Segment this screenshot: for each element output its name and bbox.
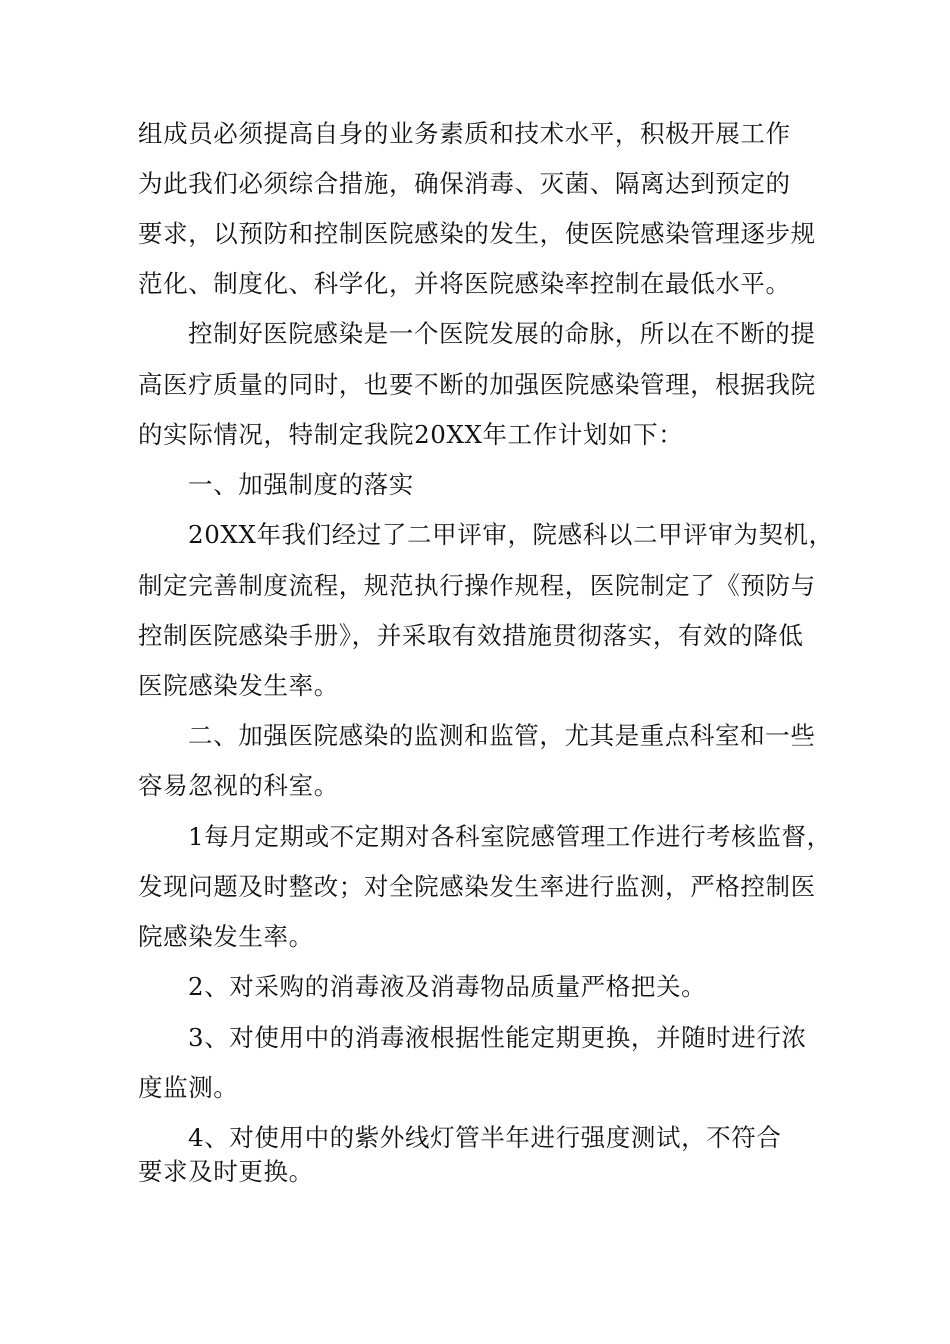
paragraph-start-line: 控制好医院感染是一个医院发展的命脉，所以在不断的提 bbox=[188, 319, 816, 348]
section-heading-2: 二、加强医院感染的监测和监管，尤其是重点科室和一些 bbox=[188, 721, 816, 750]
paragraph-start-line: 20XX年我们经过了二甲评审，院感科以二甲评审为契机， bbox=[188, 520, 834, 549]
list-item-3: 3、对使用中的消毒液根据性能定期更换，并随时进行浓 bbox=[188, 1023, 807, 1052]
text-line: 医院感染发生率。 bbox=[138, 671, 339, 700]
text-line: 组成员必须提高自身的业务素质和技术水平，积极开展工作 bbox=[138, 119, 791, 148]
list-item-4: 4、对使用中的紫外线灯管半年进行强度测试，不符合 bbox=[188, 1123, 782, 1152]
text-line: 制定完善制度流程，规范执行操作规程，医院制定了《预防与 bbox=[138, 571, 816, 600]
text-line: 容易忽视的科室。 bbox=[138, 771, 339, 800]
text-line: 要求，以预防和控制医院感染的发生，使医院感染管理逐步规 bbox=[138, 219, 816, 248]
text-line: 高医疗质量的同时，也要不断的加强医院感染管理，根据我院 bbox=[138, 370, 816, 399]
text-line: 院感染发生率。 bbox=[138, 922, 314, 951]
text-line: 要求及时更换。 bbox=[138, 1157, 314, 1186]
list-item-1: 1每月定期或不定期对各科室院感管理工作进行考核监督， bbox=[188, 822, 832, 851]
list-item-2: 2、对采购的消毒液及消毒物品质量严格把关。 bbox=[188, 972, 707, 1001]
text-line: 控制医院感染手册》，并采取有效措施贯彻落实，有效的降低 bbox=[138, 621, 804, 650]
text-line: 为此我们必须综合措施，确保消毒、灭菌、隔离达到预定的 bbox=[138, 169, 791, 198]
text-line: 范化、制度化、科学化，并将医院感染率控制在最低水平。 bbox=[138, 269, 791, 298]
text-line: 的实际情况，特制定我院20XX年工作计划如下： bbox=[138, 420, 684, 449]
text-line: 发现问题及时整改；对全院感染发生率进行监测，严格控制医 bbox=[138, 872, 816, 901]
text-line: 度监测。 bbox=[138, 1073, 239, 1102]
section-heading-1: 一、加强制度的落实 bbox=[188, 470, 414, 499]
